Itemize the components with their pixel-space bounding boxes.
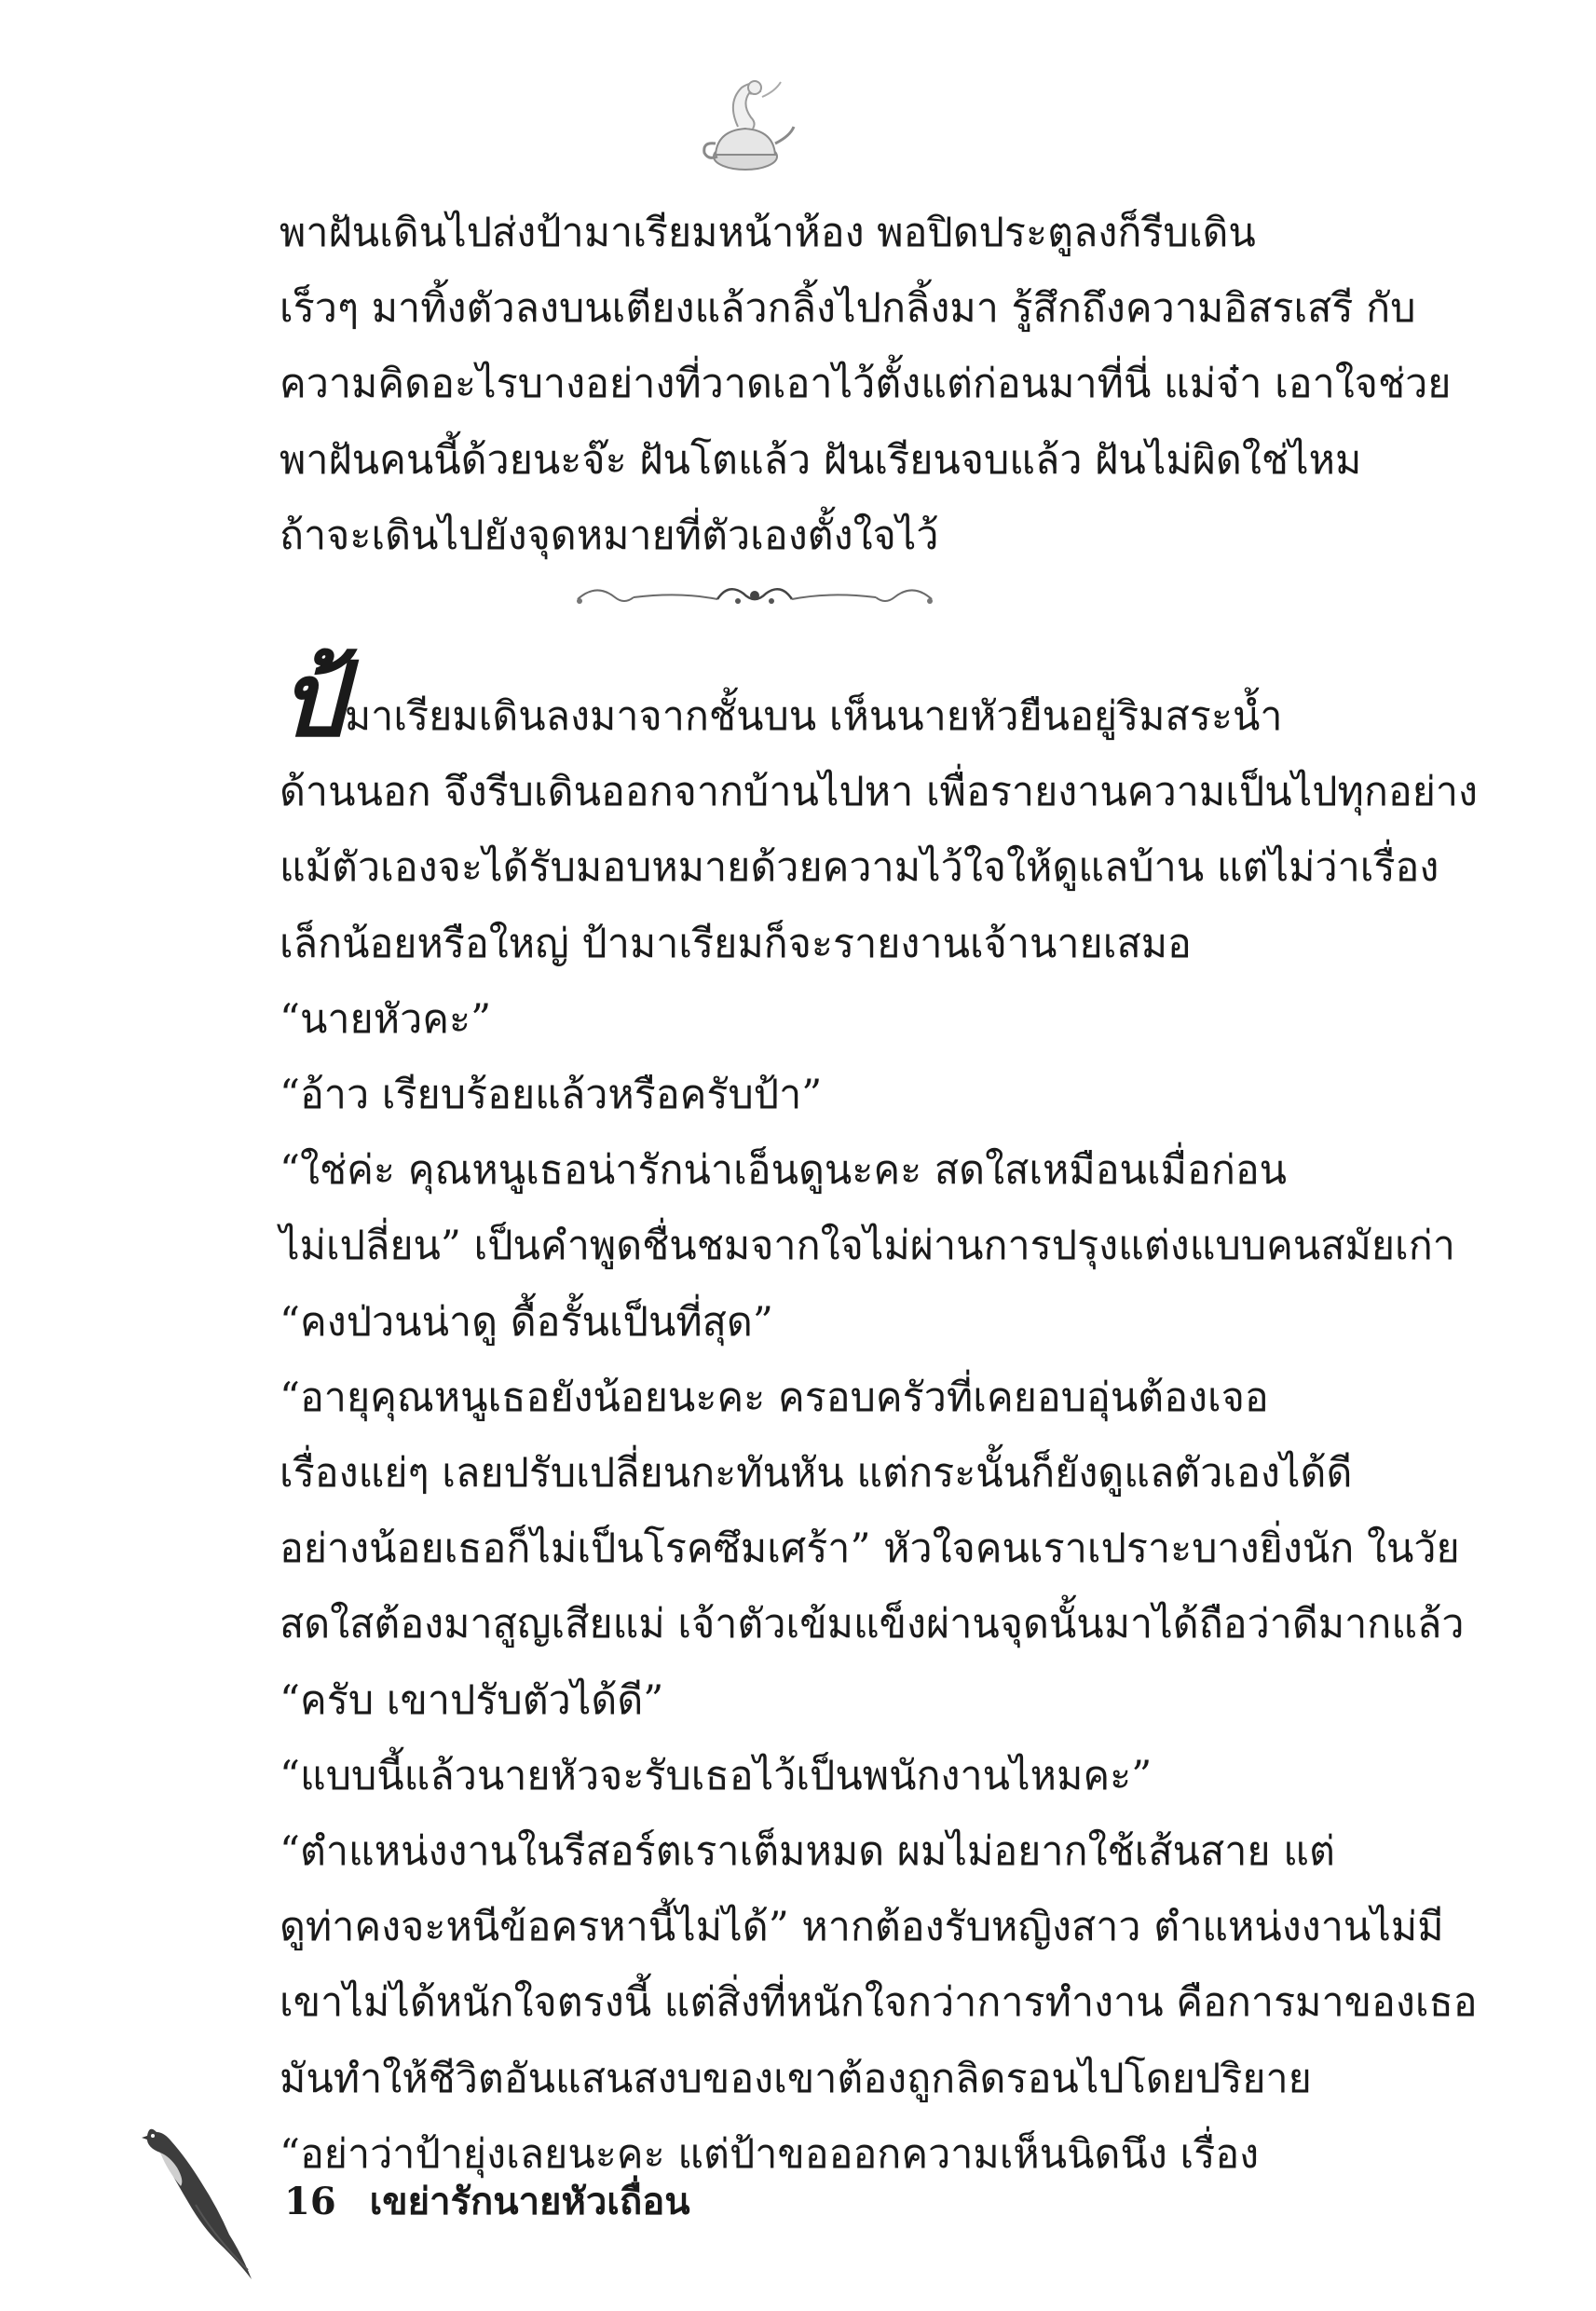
text-line: ด้านนอก จึงรีบเดินออกจากบ้านไปหา เพื่อรายงานความเป็นไปทุกอย่าง — [280, 769, 1479, 816]
text-line: “แบบนี้แล้วนายหัวจะรับเธอไว้เป็นพนักงานไหมคะ” — [280, 1752, 1153, 1799]
text-line: ไม่เปลี่ยน” เป็นคำพูดชื่นชมจากใจไม่ผ่านการปรุงแต่งแบบคนสมัยเก่า — [280, 1223, 1455, 1270]
paragraph-8 — [168, 1663, 1332, 1739]
text-line: เขาไม่ได้หนักใจตรงนี้ แต่สิ่งที่หนักใจกว่าการทำงาน คือการมาของเธอ — [280, 1979, 1478, 2027]
text-line: “อย่าว่าป้ายุ่งเลยนะคะ แต่ป้าขอออกความเห็นนิดนึง เรื่อง — [280, 2130, 1260, 2178]
paragraph-4 — [168, 1058, 1332, 1133]
book-title: เขย่ารักนายหัวเถื่อน — [369, 2180, 690, 2223]
text-line: “ตำแหน่งงานในรีสอร์ตเราเต็มหมด ผมไม่อยากใช้เส้นสาย แต่ — [280, 1828, 1335, 1876]
text-line: สดใสต้องมาสูญเสียแม่ เจ้าตัวเข้มแข็งผ่านจุดนั้นมาได้ถือว่าดีมากแล้ว — [280, 1601, 1465, 1648]
text-line: อย่างน้อยเธอก็ไม่เป็นโรคซึมเศร้า” หัวใจคนเราเปราะบางยิ่งนัก ในวัย — [280, 1525, 1460, 1573]
text-line: พาฝันคนนี้ด้วยนะจ๊ะ ฝันโตแล้ว ฝันเรียนจบแล้ว ฝันไม่ผิดใช่ไหม — [280, 436, 1362, 484]
text-line: พาฝันเดินไปส่งป้ามาเรียมหน้าห้อง พอปิดประตูลงก็รีบเดิน — [280, 210, 1256, 256]
text-line: “อ้าว เรียบร้อยแล้วหรือครับป้า” — [280, 1072, 823, 1119]
text-line: เรื่องแย่ๆ เลยปรับเปลี่ยนกะทันหัน แต่กระนั้นก็ยังดูแลตัวเองได้ดี — [280, 1450, 1353, 1497]
text-line: “ใช่ค่ะ คุณหนูเธอน่ารักน่าเอ็นดูนะคะ สดใสเหมือนเมื่อก่อน — [280, 1147, 1288, 1195]
page-footer — [284, 2171, 690, 2231]
text-line: แม้ตัวเองจะได้รับมอบหมายด้วยความไว้ใจให้ดูแลบ้าน แต่ไม่ว่าเรื่อง — [280, 844, 1439, 892]
text-line: “ครับ เขาปรับตัวได้ดี” — [280, 1676, 664, 1724]
paragraph-5 — [168, 1133, 1455, 1284]
paragraph-9 — [168, 1739, 1332, 1814]
paragraph-6 — [168, 1285, 1332, 1361]
teapot-fairy-ornament-icon — [689, 75, 801, 177]
text-line: “อายุคุณหนูเธอยังน้อยนะคะ ครอบครัวที่เคยอบอุ่นต้องเจอ — [280, 1374, 1269, 1421]
page-number: 16 — [284, 2180, 336, 2223]
paragraph-7 — [168, 1361, 1465, 1663]
scroll-flourish-divider-icon — [568, 573, 941, 620]
text-line: “นายหัวคะ” — [280, 995, 492, 1043]
text-line-rest: มาเรียมเดินลงมาจากชั้นบน เห็นนายหัวยืนอยู่ริมสระน้ำ — [344, 693, 1283, 741]
paragraph-3 — [168, 982, 1332, 1058]
drop-cap: ป้ — [280, 639, 345, 760]
text-line: ความคิดอะไรบางอย่างที่วาดเอาไว้ตั้งแต่ก่อนมาที่นี่ แม่จ๋า เอาใจช่วย — [280, 361, 1452, 408]
paragraph-1 — [168, 196, 1452, 574]
swallow-bird-icon — [140, 2115, 261, 2283]
text-line: เล็กน้อยหรือใหญ่ ป้ามาเรียมก็จะรายงานเจ้านายเสมอ — [280, 920, 1192, 967]
text-line: เร็วๆ มาทิ้งตัวลงบนเตียงแล้วกลิ้งไปกลิ้งมา รู้สึกถึงความอิสรเสรี กับ — [280, 285, 1416, 333]
text-line: มันทำให้ชีวิตอันแสนสงบของเขาต้องถูกลิดรอนไปโดยปริยาย — [280, 2055, 1312, 2102]
body-text — [168, 196, 1479, 2193]
text-line: ถ้าจะเดินไปยังจุดหมายที่ตัวเองตั้งใจไว้ — [280, 512, 939, 559]
text-line — [168, 639, 1332, 760]
text-line: “คงป่วนน่าดู ดื้อรั้นเป็นที่สุด” — [280, 1298, 773, 1346]
paragraph-2 — [168, 639, 1479, 982]
paragraph-10 — [168, 1814, 1478, 2117]
text-line: ดูท่าคงจะหนีข้อครหานี้ไม่ได้” หากต้องรับหญิงสาว ตำแหน่งงานไม่มี — [280, 1904, 1444, 1951]
